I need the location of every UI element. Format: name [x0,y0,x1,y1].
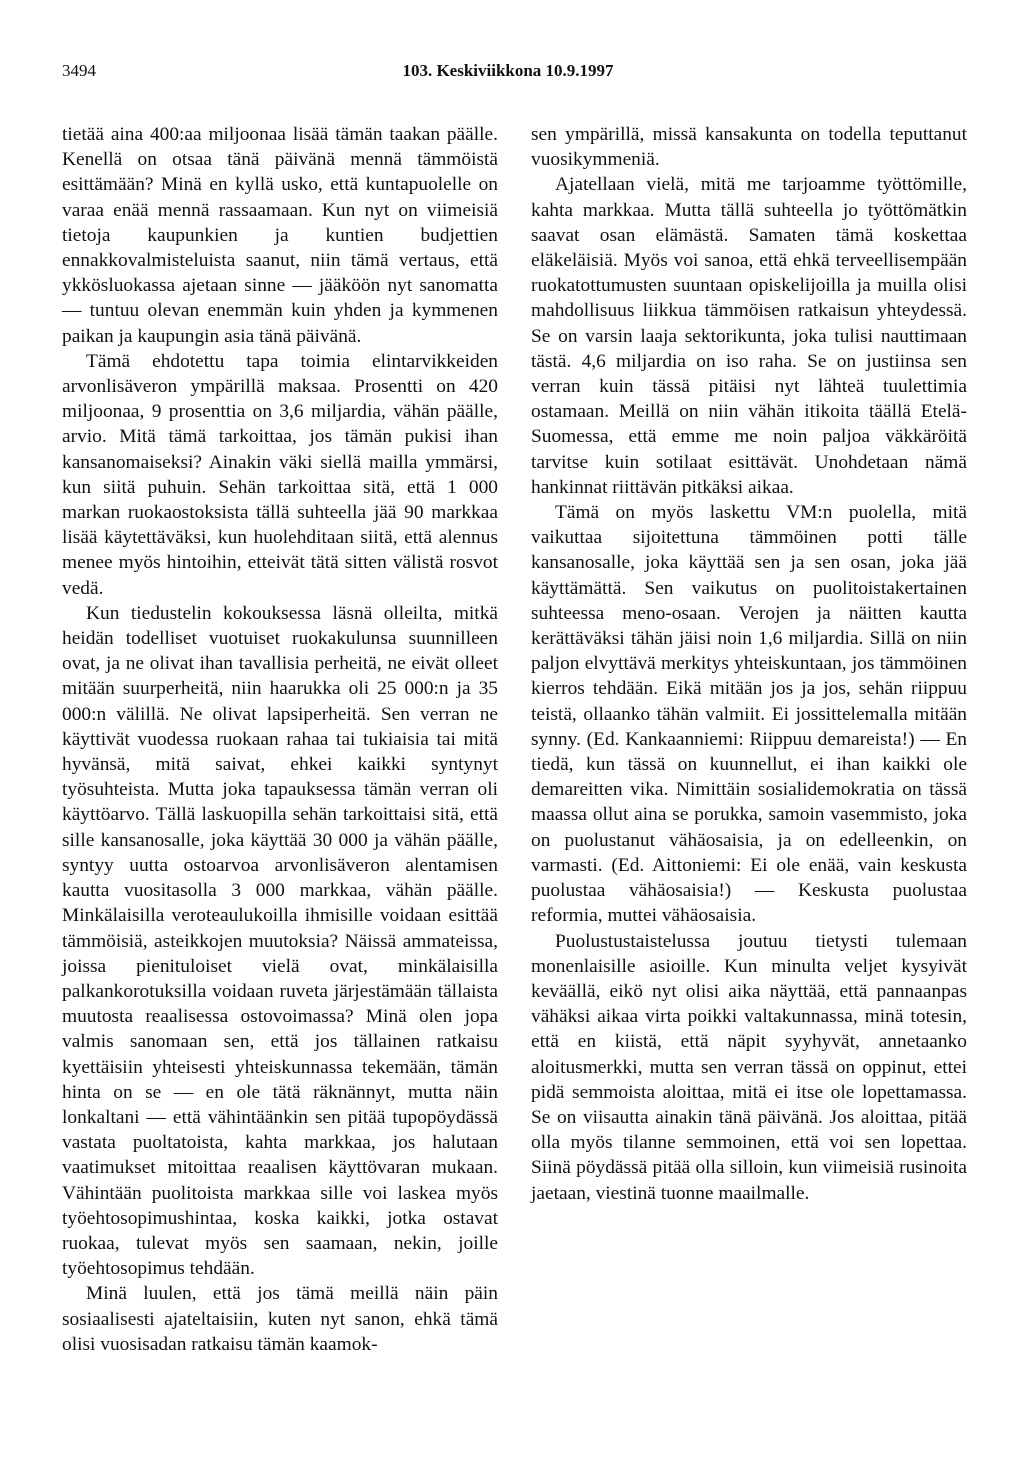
session-heading: 103. Keskiviikkona 10.9.1997 [402,61,614,80]
paragraph: sen ympärillä, missä kansakunta on todella teputtanut vuosikymmeniä. [531,124,967,171]
page-number: 3494 [62,61,96,80]
paragraph: Tämä on myös laskettu VM:n puolella, mitä vaikuttaa sijoitettuna tämmöinen potti tälle kansanosalle, joka käyttää sen ja sen osan, joka jää käyttämättä. Sen vaikutus on puolitoistakertainen suhteessa meno-osaan. Verojen ja näitten kautta kerättäväksi tähän jäisi noin 1,6 miljardia. Sillä on niin paljon elvyttävä merkitys yhteiskuntaan, jos tämmöinen kierros tehdään. Eikä mitään jos ja jos, sehän riippuu teistä, ollaanko tähän valmiit. Ei jossittelemalla mitään synny. (Ed. Kankaanniemi: Riippuu demareista!) — En tiedä, kun tässä on kuunnellut, ei ihan kaikki ole demareitten vika. Nimittäin sosialidemokratia on tässä maassa ollut aina se porukka, samoin vasemmisto, joka on puolustanut vähäosaisia, ja on edelleenkin, on varmasti. (Ed. Aittoniemi: Ei ole enää, vain keskusta puolustaa vähäosaisia!) — Keskusta puolustaa reformia, muttei vähäosaisia. [531,502,967,927]
page-header [62,60,968,86]
paragraph: Puolustustaistelussa joutuu tietysti tulemaan monenlaisille asioille. Kun minulta veljet kysyivät keväällä, eikö nyt olisi aika näyttää, että pannaanpas vähäksi aikaa virta poikki valtakunnassa, minä totesin, että en kiistä, että näpit syyhyvät, annetaanko aloitusmerkki, mutta sen verran tässä on oppinut, ettei pidä semmoista aloittaa, mitä ei itse ole lopettamassa. Se on viisautta ainakin tänä päivänä. Jos aloittaa, pitää olla myös tilanne semmoinen, että voi sen lopettaa. Siinä pöydässä pitää olla silloin, kun viimeisiä rusinoita jaetaan, viestinä tuonne maailmalle. [531,930,967,1204]
left-column [62,122,498,1357]
paragraph: Tämä ehdotettu tapa toimia elintarvikkeiden arvonlisäveron ympärillä maksaa. Prosentti on 420 miljoonaa, 9 prosenttia on 3,6 miljardia, vähän päälle, arvio. Mitä tämä tarkoittaa, jos tämän pukisi ihan kansanomaiseksi? Ainakin väki siellä mailla ymmärsi, kun siitä puhuin. Sehän tarkoittaa sitä, että 1 000 markan ruokaostoksista tällä suhteella jää 90 markkaa lisää käytettäväksi, kun huolehditaan siitä, että alennus menee myös hintoihin, etteivät tätä sitten välistä rosvot vedä. [62,350,498,599]
paragraph: Kun tiedustelin kokouksessa läsnä olleilta, mitkä heidän todelliset vuotuiset ruokakulunsa suunnilleen ovat, ja ne olivat ihan tavallisia perheitä, ne eivät olleet mitään suurperheitä, niin haarukka oli 25 000:n ja 35 000:n välillä. Ne olivat lapsiperheitä. Sen verran ne käyttivät vuodessa ruokaan rahaa tai tukiaisia tai mitä hyvänsä, mitä saivat, ehkei kaikki syntynyt työsuhteista. Mutta joka tapauksessa tämän verran oli käyttöarvo. Tällä laskuopilla sehän tarkoittaisi sitä, että sille kansanosalle, joka käyttää 30 000 ja vähän päälle, syntyy uutta ostoarvoa arvonlisäveron alentamisen kautta vuositasolla 3 000 markkaa, vähän päälle. Minkälaisilla veroteaulukoilla ihmisille voidaan esittää tämmöisiä, asteikkojen muutoksia? Näissä ammateissa, joissa pienituloiset vielä ovat, minkälaisilla palkankorotuksilla voidaan ruveta järjestämään tällaista muutosta reaalisessa ostovoimassa? Minä olen jopa valmis sanomaan sen, että jos tällainen ratkaisu kyettäisiin yhteisesti yhteiskunnassa tekemään, tämän hinta on se — en ole tätä räknännyt, mutta näin lonkaltani — että vähintäänkin sen pitää tupopöydässä vastata puoltatoista, kahta markkaa, jos halutaan vaatimukset mitoittaa reaalisen käyttövaran mukaan. Vähintään puolitoista markkaa sille voi laskea myös työehtosopimushintaa, koska kaikki, jotka ostavat ruokaa, tulevat myös sen saamaan, nekin, joille työehtosopimus tehdään. [62,602,498,1280]
paragraph: Ajatellaan vielä, mitä me tarjoamme työttömille, kahta markkaa. Mutta tällä suhteella jo työttömätkin saavat osan elämästä. Samaten tämä koskettaa eläkeläisiä. Myös voi sanoa, että ehkä terveellisempään ruokatottumusten suuntaan opiskelijoilla ja muilla olisi mahdollisuus liikkua tämmöisen ratkaisun yhteydessä. Se on varsin laaja sektorikunta, joka tulisi nauttimaan tästä. 4,6 miljardia on iso raha. Se on justiinsa sen verran kuin tässä pitäisi nyt lähteä tuulettimia ostamaan. Meillä on niin vähän itikoita täällä Etelä-Suomessa, että emme me noin paljoa väkkäröitä tarvitse kuin sotilaat esittävät. Unohdetaan nämä hankinnat riittävän pitkäksi aikaa. [531,174,967,498]
right-column [531,122,967,1206]
paragraph: tietää aina 400:aa miljoonaa lisää tämän taakan päälle. Kenellä on otsaa tänä päivänä mennä tämmöistä esittämään? Minä en kyllä usko, että kuntapuolelle on varaa enää mennä rassaamaan. Kun nyt on viimeisiä tietoja kaupunkien ja kuntien budjettien ennakkovalmisteluista saanut, niin tämä vertaus, että ykkösluokassa ajetaan sinne — jääköön nyt sanomatta — tuntuu olevan enemmän kuin yhden ja kymmenen paikan ja kaupungin asia tänä päivänä. [62,124,498,347]
paragraph: Minä luulen, että jos tämä meillä näin päin sosiaalisesti ajateltaisiin, kuten nyt sanon, ehkä tämä olisi vuosisadan ratkaisu tämän kaamok- [62,1283,498,1355]
